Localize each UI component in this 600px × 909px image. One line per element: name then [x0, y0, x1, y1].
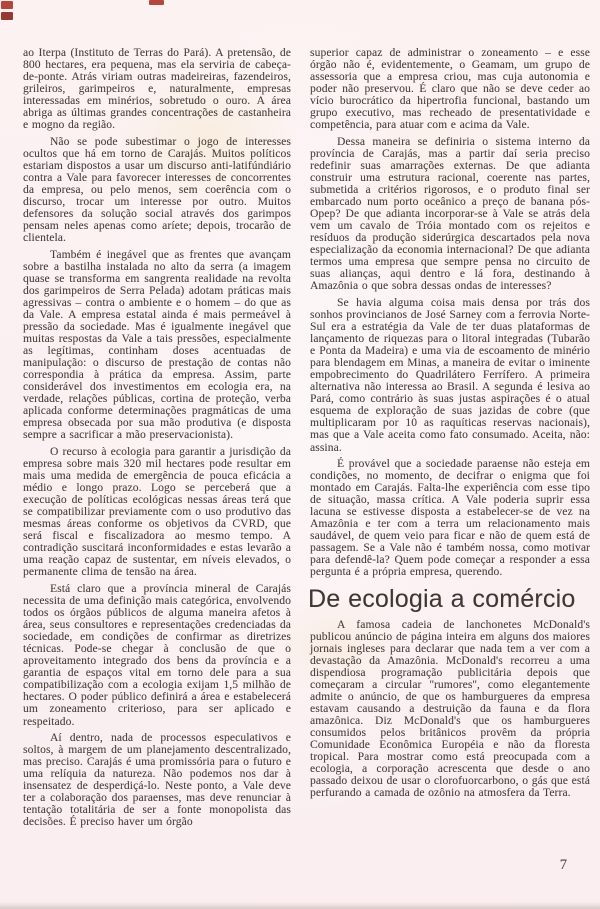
- red-edge-mark: [1, 1, 13, 9]
- paragraph: O recurso à ecologia para garantir a jurisdição da empresa sobre mais 320 mil hectares pode resultar em mais uma medida de emergência de pouca eficácia a médio e longo prazo. Logo se perceberá que a execução de políticas ecológicas nessas áreas terá que se compatibilizar previamente com o uso produtivo das mesmas áreas conforme os objetivos da CVRD, que será fiscal e fiscalizadora ao mesmo tempo. A contradição suscitará inconformidades e estas levarão a uma reação capaz de sustentar, em níveis elevados, o permanente clima de tensão na área.: [23, 446, 291, 579]
- paragraph: Também é inegável que as frentes que avançam sobre a bastilha instalada no alto da serra (a imagem quase se transforma em sangrenta realidade na revolta dos garimpeiros de Serra Pelada) adotam práticas mais agressivas – contra o ambiente e o homem – do que as da Vale. A empresa estatal ainda é mais permeável à pressão da sociedade. Mas é igualmente inegável que muitas respostas da Vale a tais pressões, especialmente as legítimas, continham doses acentuadas de manipulação: o discurso de prestação de contas não correspondia à prática da empresa. Assim, parte considerável dos investimentos em ecologia era, na verdade, relações públicas, cortina de proteção, verba aplicada conforme determinações pragmáticas de uma empresa obsecada por sua mão produtiva (e disposta sempre a sacrificar a mão preservacionista).: [23, 248, 291, 442]
- paragraph: Dessa maneira se definiria o sistema interno da província de Carajás, mas a partir daí seria preciso redefinir suas amarrações externas. De que adianta construir uma estrutura racional, coerente nas partes, submetida a critérios rigorosos, e o produto final ser embarcado num porto oceânico a preço de banana pós-Opep? De que adianta incorporar-se à Vale se atrás dela vem um cavalo de Tróia montado com os rejeitos e resíduos da produção siderúrgica descartados pela nova especialização da economia internacional? De que adianta termos uma empresa que sempre pensa no circuito de suas alianças, aqui dentro e lá fora, destinando à Amazônia o que sobra dessas ondas de interesses?: [310, 135, 590, 293]
- paragraph: Se havia alguma coisa mais densa por trás dos sonhos provincianos de José Sarney com a ferrovia Norte-Sul era a estratégia da Vale de ter duas plataformas de lançamento de riquezas para o litoral integradas (Tubarão e Ponta da Madeira) e uma via de escoamento de minério para blendagem em Minas, a maneira de evitar o iminente empobrecimento do Quadrilátero Ferrífero. A primeira alternativa não interessa ao Brasil. A segunda é lesiva ao Pará, como contrário às suas justas aspirações é o atual esquema de exploração de suas jazidas de cobre (que multiplicaram por 10 as raquíticas reservas nacionais), mas que a Vale aceita como fato consumado. Aceita, não: assina.: [310, 296, 590, 454]
- paragraph: É provável que a sociedade paraense não esteja em condições, no momento, de decifrar o enigma que foi montado em Carajás. Falta-lhe experiência com esse tipo de situação, massa crítica. A Vale poderia suprir essa lacuna se estivesse disposta a estabelecer-se de vez na Amazônia e ter com a terra um relacionamento mais saudável, de quem veio para ficar e não de quem está de passagem. Se a Vale não é também nossa, como motivar para defendê-la? Quem pode começar a responder a essa pergunta é a própria empresa, querendo.: [310, 458, 590, 579]
- red-edge-mark: [149, 0, 164, 5]
- paragraph: Está claro que a província mineral de Carajás necessita de uma definição mais categórica, envolvendo todos os órgãos públicos de alguma maneira afetos à área, seus consultores e representações credenciadas da sociedade, em condições de confirmar as diretrizes técnicas. Pode-se chegar à conclusão de que o aproveitamento integrado dos bens da província e a garantia de espaços vital em torno dele para a sua compatibilização com a ecologia exijam 1,5 milhão de hectares. O poder público definirá a área e estabelecerá um zoneamento criterioso, para ser aplicado e respeitado.: [23, 583, 291, 728]
- right-column-top: [310, 47, 590, 579]
- paragraph: Não se pode subestimar o jogo de interesses ocultos que há em torno de Carajás. Muitos políticos estariam dispostos a usar um discurso anti-latifúndiário contra a Vale para favorecer interesses de concorrentes da empresa, ou pelo menos, sem coerência com o discurso, trocar um interesse por outro. Muitos defensores da solução social através dos garimpos pensam neles apenas como aríete; depois, trocarão de clientela.: [23, 135, 291, 245]
- right-column-bottom: [310, 619, 590, 800]
- section-heading: De ecologia a comércio: [308, 584, 576, 613]
- right-column: [310, 47, 590, 804]
- paragraph: Aí dentro, nada de processos especulativos e soltos, à margem de um planejamento descentralizado, mas preciso. Carajás é uma promissória para o futuro e uma relíquia da natureza. Não podemos nos dar à insensatez de desperdiçá-lo. Neste ponto, a Vale deve ter a colaboração dos paraenses, mas deve renunciar à tentação totalitária de ser a fonte monopolista das decisões. É preciso haver um órgão: [23, 732, 291, 829]
- paragraph: ao Iterpa (Instituto de Terras do Pará). A pretensão, de 800 hectares, era pequena, mas ela serviria de cabeça-de-ponte. Atrás viriam outras madeireiras, fazendeiros, grileiros, garimpeiros e, naturalmente, empresas interessadas em minérios, sobretudo o ouro. A área abriga as últimas grandes concentrações de castanheira e mogno da região.: [23, 47, 291, 132]
- red-edge-mark: [1, 12, 13, 20]
- paragraph: A famosa cadeia de lanchonetes McDonald's publicou anúncio de página inteira em alguns dos maiores jornais ingleses para declarar que nada tem a ver com a devastação da Amazônia. McDonald's recorreu a uma dispendiosa programação publicitária depois que começaram a circular ''rumores'', como elegantemente admite o anúncio, de que os hamburgueres da empresa estavam causando a destruição da fauna e da flora amazônica. Diz McDonald's que os hamburgueres consumidos pelos britânicos provêm da própria Comunidade Econômica Européia e não da floresta tropical. Para mostrar como está preocupada com a ecologia, a corporação acrescenta que desde o ano passado deixou de usar o clorofuorcarbono, o gás que está perfurando a camada de ozônio na atmosfera da Terra.: [310, 618, 590, 800]
- paragraph: superior capaz de administrar o zoneamento – e esse órgão não é, evidentemente, o Geamam, um grupo de assessoria que a empresa criou, mas cuja autonomia e poder não preservou. É claro que não se deve ceder ao vício burocrático da hipertrofia funcional, bastando um grupo executivo, mas recheado de presentatividade e competência, para atuar com e acima da Vale.: [310, 47, 590, 132]
- page-number: 7: [559, 857, 567, 873]
- left-column: [23, 47, 291, 833]
